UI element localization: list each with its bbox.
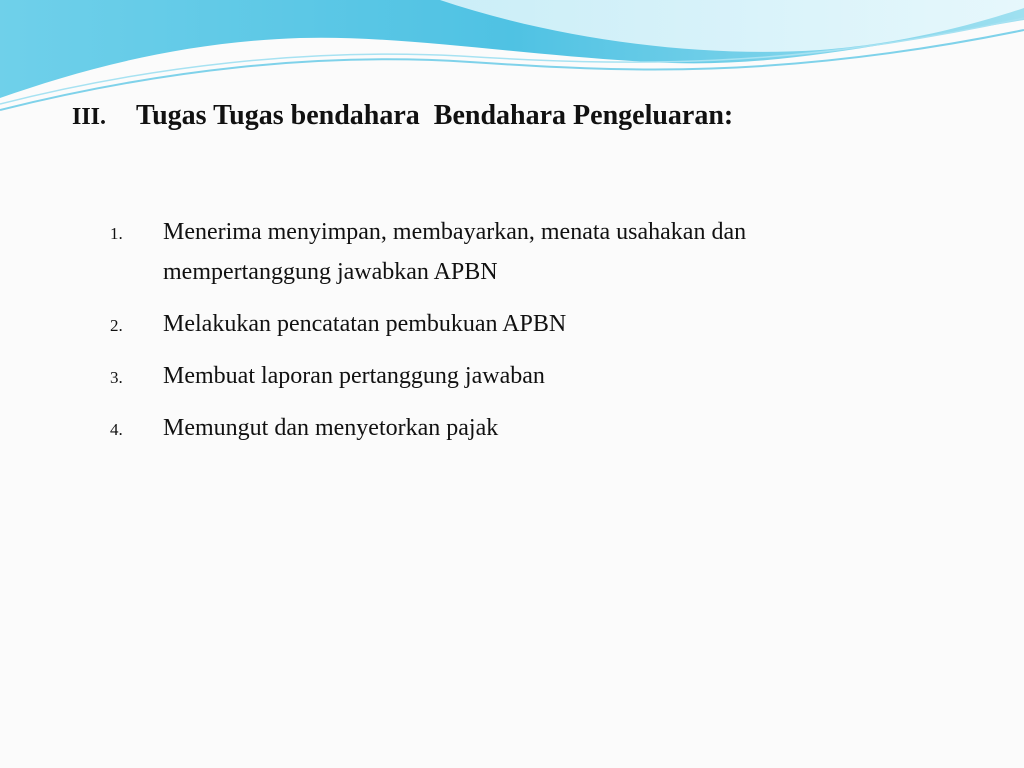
list-item-number: 2. (110, 316, 123, 335)
list-item-number: 3. (110, 368, 123, 387)
slide-heading (72, 100, 733, 132)
list-item-text: Melakukan pencatatan pembukuan APBN (163, 311, 567, 337)
list-item (110, 212, 870, 292)
heading-number: III. (72, 104, 107, 130)
task-list (110, 212, 870, 460)
list-item (110, 356, 870, 396)
list-item-text: Memungut dan menyetorkan pajak (163, 415, 499, 441)
list-item-number: 4. (110, 420, 123, 439)
list-item-text: Menerima menyimpan, membayarkan, menata usahakan dan mempertanggung jawabkan APBN (163, 219, 747, 285)
list-item-number: 1. (110, 224, 123, 243)
heading-title: Tugas Tugas bendahara Bendahara Pengeluaran: (136, 100, 734, 131)
list-item-text: Membuat laporan pertanggung jawaban (163, 363, 545, 389)
list-item (110, 408, 870, 448)
list-item (110, 304, 870, 344)
